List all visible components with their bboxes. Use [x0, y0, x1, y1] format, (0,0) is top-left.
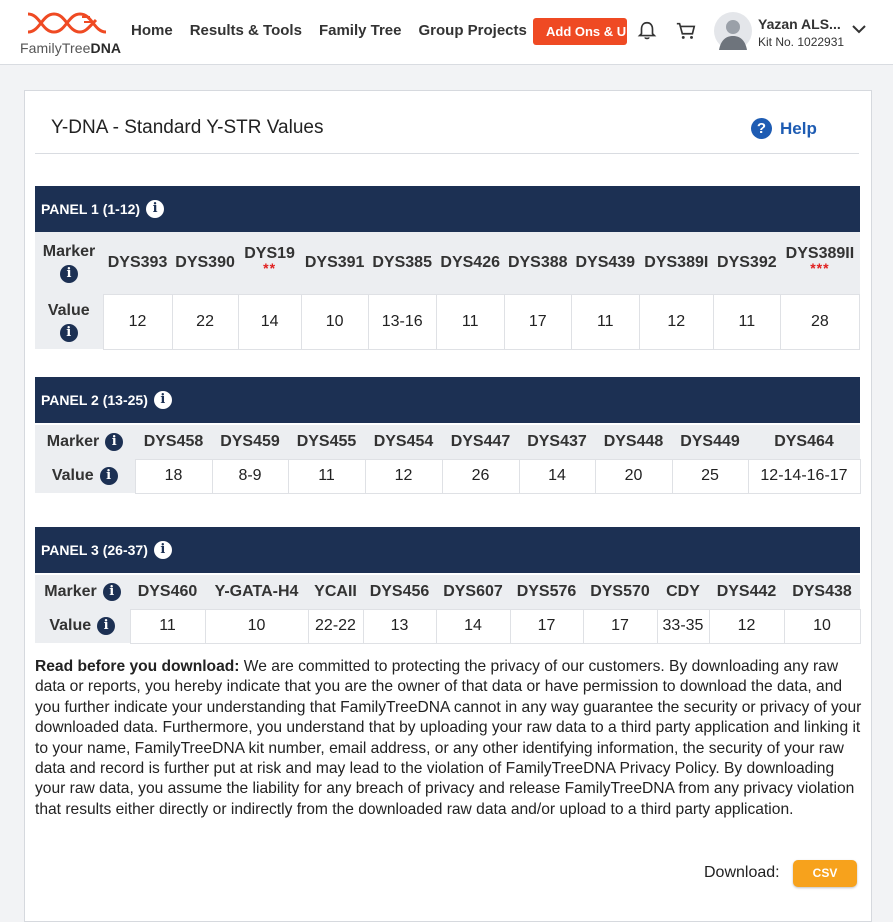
note-marks: ***	[810, 260, 830, 276]
marker-cell: DYS447	[442, 425, 519, 459]
marker-cell: DYS439	[571, 232, 639, 294]
marker-cell: DYS389II ***	[780, 232, 859, 294]
marker-cell: Y-GATA-H4	[205, 575, 308, 609]
marker-cell: DYS456	[363, 575, 436, 609]
main-nav	[131, 22, 527, 39]
nav-family-tree[interactable]: Family Tree	[318, 22, 402, 39]
marker-cell: DYS459	[212, 425, 288, 459]
nav-group-projects[interactable]: Group Projects	[418, 22, 527, 39]
info-icon[interactable]: i	[105, 433, 123, 451]
familytreedna-logo[interactable]	[20, 8, 122, 58]
value-cell: 20	[595, 459, 672, 493]
info-icon[interactable]: i	[154, 391, 172, 409]
value-cell: 14	[436, 609, 510, 643]
value-cell: 12	[103, 294, 172, 349]
value-cell: 10	[784, 609, 860, 643]
value-label: Value	[49, 617, 92, 634]
marker-cell: DYS449	[672, 425, 748, 459]
value-cell: 25	[672, 459, 748, 493]
panel-3-table	[35, 575, 861, 644]
value-cell: 12	[639, 294, 713, 349]
marker-cell: DYS464	[748, 425, 860, 459]
marker-cell: DYS391	[301, 232, 368, 294]
value-label: Value	[51, 467, 94, 484]
ystr-values-card	[24, 90, 872, 922]
value-cell: 26	[442, 459, 519, 493]
marker-cell: DYS389I	[639, 232, 713, 294]
marker-cell: DYS570	[583, 575, 657, 609]
marker-label: Marker	[42, 243, 96, 260]
value-cell: 12-14-16-17	[748, 459, 860, 493]
marker-cell: CDY	[657, 575, 709, 609]
marker-cell: DYS437	[519, 425, 595, 459]
marker-cell: DYS460	[130, 575, 205, 609]
value-cell: 14	[238, 294, 301, 349]
download-disclaimer	[35, 657, 865, 820]
value-cell: 12	[709, 609, 784, 643]
marker-cell: DYS454	[365, 425, 442, 459]
bell-icon[interactable]	[636, 20, 658, 42]
info-icon[interactable]: i	[146, 200, 164, 218]
value-cell: 18	[135, 459, 212, 493]
marker-cell: DYS19 **	[238, 232, 301, 294]
kit-number: Kit No. 1022931	[758, 35, 845, 49]
info-icon[interactable]: i	[100, 467, 118, 485]
marker-cell: DYS448	[595, 425, 672, 459]
marker-cell: DYS392	[713, 232, 780, 294]
marker-label: Marker	[44, 583, 97, 600]
title-divider	[35, 153, 859, 154]
value-cell: 11	[571, 294, 639, 349]
marker-cell: DYS390	[172, 232, 238, 294]
value-cell: 11	[436, 294, 504, 349]
marker-cell: DYS442	[709, 575, 784, 609]
disclaimer-body: We are committed to protecting the privacy of our customers. By downloading any raw data or reports, you hereby indicate that you are the owner of that data or have permission to download the data, and you further indicate your understanding that FamilyTreeDNA cannot in any way guarantee the security or privacy of your downloaded data. Furthermore, you understand that by uploading your raw data to a third party application and linking it to your name, FamilyTreeDNA kit number, email address, or any other identifying information, the security of your raw data and record is further put at risk and may lead to the violation of FamilyTreeDNA Privacy Policy. By downloading your raw data, you assume the liability for any breach of privacy and release FamilyTreeDNA from any privacy violation that results either directly or indirectly from the downloaded raw data and/or upload to a third party application.	[35, 658, 862, 818]
marker-cell: DYS458	[135, 425, 212, 459]
panel-2-table	[35, 425, 861, 494]
panel-3-header	[35, 527, 860, 573]
value-cell: 17	[583, 609, 657, 643]
value-cell: 10	[205, 609, 308, 643]
panel-2-header	[35, 377, 860, 423]
info-icon[interactable]: i	[60, 265, 78, 283]
marker-cell: DYS426	[436, 232, 504, 294]
value-cell: 13	[363, 609, 436, 643]
avatar-icon	[714, 12, 752, 50]
cart-icon[interactable]	[675, 20, 697, 42]
marker-cell: DYS455	[288, 425, 365, 459]
info-icon[interactable]: i	[103, 583, 121, 601]
info-icon[interactable]: i	[154, 541, 172, 559]
info-icon[interactable]: i	[97, 617, 115, 635]
note-marks: **	[263, 260, 277, 276]
info-icon[interactable]: i	[60, 324, 78, 342]
value-cell: 12	[365, 459, 442, 493]
user-name[interactable]: Yazan ALS...	[758, 16, 841, 32]
panel-1-title: PANEL 1 (1-12)	[41, 201, 141, 217]
csv-download-button[interactable]: CSV	[793, 860, 857, 887]
marker-cell: DYS385	[368, 232, 436, 294]
value-cell: 33-35	[657, 609, 709, 643]
value-label: Value	[47, 301, 90, 319]
marker-cell: DYS438	[784, 575, 860, 609]
help-icon: ?	[751, 118, 772, 139]
value-cell: 14	[519, 459, 595, 493]
value-cell: 10	[301, 294, 368, 349]
value-cell: 28	[780, 294, 859, 349]
marker-cell: DYS576	[510, 575, 583, 609]
value-cell: 22	[172, 294, 238, 349]
help-link[interactable]	[751, 118, 817, 139]
marker-cell: DYS393	[103, 232, 172, 294]
dna-logo-icon	[26, 8, 106, 38]
help-label: Help	[780, 118, 817, 138]
marker-cell: DYS388	[504, 232, 571, 294]
panel-1-table	[35, 232, 860, 350]
nav-results-tools[interactable]: Results & Tools	[189, 22, 302, 39]
panel-2-title: PANEL 2 (13-25)	[41, 392, 148, 408]
download-label: Download:	[704, 864, 780, 881]
disclaimer-lead: Read before you download:	[35, 658, 240, 675]
value-cell: 22-22	[308, 609, 363, 643]
value-cell: 11	[288, 459, 365, 493]
marker-cell: DYS607	[436, 575, 510, 609]
value-cell: 17	[510, 609, 583, 643]
value-cell: 13-16	[368, 294, 436, 349]
logo-wordmark: FamilyTreeDNA	[20, 40, 122, 56]
chevron-down-icon[interactable]	[852, 24, 866, 34]
nav-home[interactable]: Home	[131, 22, 173, 39]
value-cell: 8-9	[212, 459, 288, 493]
value-cell: 11	[130, 609, 205, 643]
add-ons-upgrades-button[interactable]: Add Ons & Upgrades	[533, 18, 627, 45]
panel-3-title: PANEL 3 (26-37)	[41, 542, 148, 558]
page-title: Y-DNA - Standard Y-STR Values	[51, 117, 324, 138]
marker-cell: YCAII	[308, 575, 363, 609]
panel-1-header	[35, 186, 860, 232]
value-cell: 11	[713, 294, 780, 349]
top-navigation-bar	[0, 0, 893, 65]
avatar[interactable]	[714, 12, 752, 50]
marker-label: Marker	[46, 433, 100, 450]
value-cell: 17	[504, 294, 571, 349]
